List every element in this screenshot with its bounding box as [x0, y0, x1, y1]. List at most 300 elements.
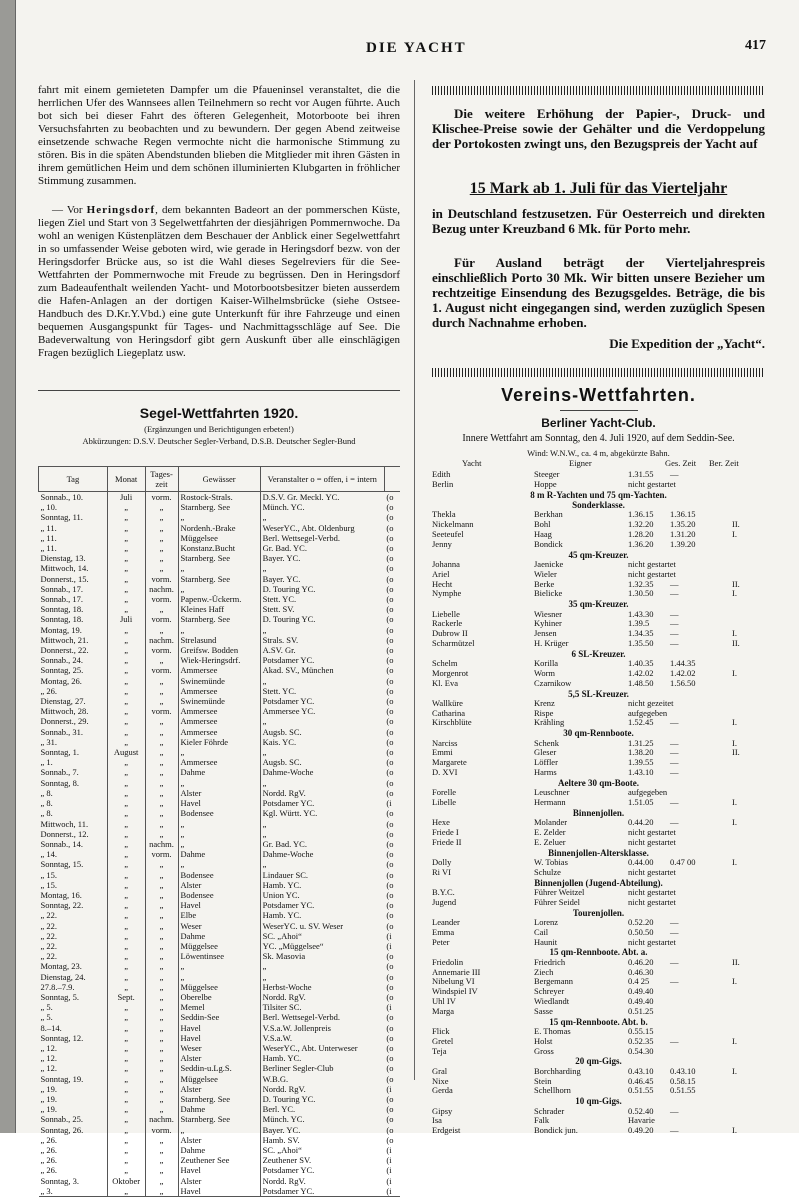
result-cell: — — [670, 637, 679, 648]
schedule-cell: D.S.V. Gr. Meckl. YC. — [260, 492, 384, 503]
schedule-cell: „ — [145, 686, 178, 696]
schedule-cell: Havel — [178, 1186, 260, 1197]
schedule-cell: (o — [386, 634, 394, 645]
schedule-cell: „ — [107, 767, 145, 777]
schedule-cell: Dienstag, 13. — [40, 553, 86, 564]
wind-note: Wind: W.N.W., ca. 4 m, abgekürzte Bahn. — [527, 448, 670, 458]
schedule-cell: Bayer. YC. — [260, 553, 384, 563]
result-cell: Morgenrot — [432, 667, 469, 678]
schedule-row — [39, 910, 401, 920]
result-cell: 1.28.20 — [628, 528, 654, 539]
result-cell: 0.55.15 — [628, 1025, 654, 1036]
schedule-cell: Union YC. — [260, 890, 384, 900]
schedule-cell: „ — [260, 961, 384, 971]
schedule-cell: W.B.G. — [260, 1074, 384, 1084]
schedule-cell: „ — [145, 1104, 178, 1114]
schedule-row — [39, 706, 401, 716]
result-cell: Schelm — [432, 658, 458, 669]
schedule-cell: Starnberg. See — [178, 1114, 260, 1124]
schedule-cell: „ — [107, 706, 145, 716]
result-row — [432, 977, 765, 987]
schedule-row — [39, 645, 401, 655]
schedule-cell: (o — [386, 665, 394, 676]
result-row — [432, 540, 765, 550]
result-cell: Gretel — [432, 1035, 454, 1046]
result-cell: Worm — [534, 667, 556, 678]
schedule-cell: „ — [107, 849, 145, 859]
schedule-cell: „ — [107, 1104, 145, 1114]
schedule-cell: nachm. — [145, 839, 178, 849]
schedule-row — [39, 604, 401, 614]
schedule-cell: Stett. YC. — [260, 686, 384, 696]
schedule-cell: „ 19. — [40, 1093, 58, 1104]
top-rule — [432, 86, 765, 95]
result-row — [432, 1126, 765, 1136]
schedule-cell: „ 8. — [40, 787, 53, 798]
result-cell: Narciss — [432, 737, 458, 748]
schedule-cell: Mittwoch, 14. — [40, 563, 89, 574]
schedule-cell: „ — [145, 655, 178, 665]
schedule-cell: „ — [145, 880, 178, 890]
schedule-cell: „ — [178, 859, 260, 869]
section-divider — [38, 390, 400, 391]
schedule-cell: „ — [145, 819, 178, 829]
result-cell: Flick — [432, 1025, 450, 1036]
result-cell: 1.56.50 — [670, 677, 696, 688]
schedule-cell: Montag, 19. — [40, 624, 82, 635]
schedule-cell: „ — [145, 910, 178, 920]
schedule-cell: Starnberg. See — [178, 1094, 260, 1104]
schedule-cell: „ — [260, 829, 384, 839]
schedule-cell: (i — [386, 1165, 392, 1176]
article-paragraph-heringsdorf — [38, 204, 400, 360]
schedule-cell: Montag, 16. — [40, 889, 82, 900]
schedule-cell: „ — [107, 512, 145, 522]
result-cell: I. — [732, 1125, 737, 1136]
result-cell: Nixe — [432, 1075, 449, 1086]
paragraph-lead: — Vor — [52, 204, 87, 216]
schedule-cell: (o — [386, 838, 394, 849]
result-cell: I. — [732, 588, 737, 599]
schedule-cell: „ — [145, 1012, 178, 1022]
result-cell: Kyhiner — [534, 618, 562, 629]
page-binding-edge — [0, 0, 16, 1133]
result-cell: 1.31.20 — [670, 528, 696, 539]
schedule-cell: „ — [145, 502, 178, 512]
schedule-cell: „ — [107, 635, 145, 645]
schedule-cell: „ — [107, 1165, 145, 1175]
schedule-cell: (o — [386, 522, 394, 533]
result-cell: Hermann — [534, 797, 566, 808]
result-cell: nicht gestartet — [628, 896, 676, 907]
result-row — [432, 1067, 765, 1077]
schedule-cell: Potsdamer YC. — [260, 1186, 384, 1197]
result-cell: Schreyer — [534, 986, 565, 997]
result-cell: 1.31.25 — [628, 737, 654, 748]
result-cell: 0.46.20 — [628, 956, 654, 967]
result-cell: Wiedlandt — [534, 995, 570, 1006]
schedule-row — [39, 931, 401, 941]
schedule-cell: „ — [145, 961, 178, 971]
schedule-cell: „ — [107, 533, 145, 543]
result-row — [432, 679, 765, 689]
schedule-cell: „ — [107, 1033, 145, 1043]
schedule-cell: Berl. YC. — [260, 1104, 384, 1114]
class-heading: 15 qm-Rennboote. Abt. b. — [549, 1016, 648, 1027]
result-cell: Schenk — [534, 737, 560, 748]
result-cell: Uhl IV — [432, 995, 456, 1006]
schedule-cell: (i — [386, 1155, 392, 1166]
schedule-cell: (o — [386, 716, 394, 727]
schedule-row — [39, 982, 401, 992]
schedule-cell: Donnerst., 29. — [40, 716, 89, 727]
schedule-row — [39, 492, 401, 503]
schedule-cell: „ — [260, 747, 384, 757]
result-cell: Teja — [432, 1045, 447, 1056]
schedule-row — [39, 1155, 401, 1165]
schedule-row — [39, 553, 401, 563]
schedule-cell: „ — [145, 900, 178, 910]
result-cell: 1.42.02 — [628, 667, 654, 678]
schedule-cell: Nordd. RgV. — [260, 992, 384, 1002]
schedule-cell: „ 11. — [40, 532, 57, 543]
schedule-cell: Berliner Segler-Club — [260, 1063, 384, 1073]
schedule-cell: „ — [178, 961, 260, 971]
schedule-cell: Dahme — [178, 767, 260, 777]
result-cell: I. — [732, 857, 737, 868]
schedule-cell: „ — [107, 1012, 145, 1022]
schedule-cell: Ammersee — [178, 665, 260, 675]
schedule-cell: „ — [145, 992, 178, 1002]
schedule-cell: „ — [178, 625, 260, 635]
schedule-row — [39, 870, 401, 880]
schedule-cell: vorm. — [145, 614, 178, 624]
schedule-cell: Donnerst., 15. — [40, 573, 89, 584]
result-cell: nicht gestartet — [628, 936, 676, 947]
result-cell: 1.38.20 — [628, 747, 654, 758]
schedule-cell: Strelasund — [178, 635, 260, 645]
schedule-row — [39, 737, 401, 747]
schedule-col-header: Gewässer — [178, 467, 260, 492]
result-cell: D. XVI — [432, 767, 458, 778]
result-cell: Cail — [534, 926, 549, 937]
result-cell: Friedrich — [534, 956, 566, 967]
schedule-cell: „ — [107, 727, 145, 737]
schedule-row — [39, 1165, 401, 1175]
schedule-cell: „ — [107, 563, 145, 573]
schedule-cell: (o — [386, 543, 394, 554]
schedule-cell: Sonnab., 24. — [40, 655, 83, 666]
schedule-cell: „ — [145, 625, 178, 635]
schedule-row — [39, 808, 401, 818]
result-cell: 0.44.20 — [628, 817, 654, 828]
schedule-cell: Strals. SV. — [260, 635, 384, 645]
schedule-cell: (o — [386, 828, 394, 839]
schedule-cell: „ — [107, 737, 145, 747]
schedule-row — [39, 1084, 401, 1094]
result-cell: 1.51.05 — [628, 797, 654, 808]
schedule-cell: Sonntag, 8. — [40, 777, 79, 788]
schedule-cell: „ — [107, 859, 145, 869]
schedule-cell: Montag, 26. — [40, 675, 82, 686]
schedule-row — [39, 778, 401, 788]
result-cell: Jenny — [432, 538, 452, 549]
result-row — [432, 659, 765, 669]
schedule-cell: Sonntag, 25. — [40, 665, 84, 676]
result-cell: 0.4 25 — [628, 976, 650, 987]
result-cell: Friede I — [432, 827, 459, 838]
schedule-cell: „ — [107, 574, 145, 584]
result-cell: Margarete — [432, 757, 467, 768]
result-cell: — — [670, 1105, 679, 1116]
schedule-cell: „ — [107, 788, 145, 798]
schedule-cell: Ammersee — [178, 716, 260, 726]
class-heading: 10 qm-Gigs. — [575, 1096, 622, 1107]
schedule-cell: WeserYC. u. SV. Weser — [260, 921, 384, 931]
schedule-cell: „ — [145, 921, 178, 931]
result-cell: 1.30.50 — [628, 588, 654, 599]
schedule-row — [39, 1043, 401, 1053]
schedule-cell: „ — [145, 890, 178, 900]
schedule-row — [39, 655, 401, 665]
notice-bottom-rule — [432, 368, 765, 377]
result-cell: Gral — [432, 1065, 448, 1076]
schedule-cell: Weser — [178, 1043, 260, 1053]
race-description: Innere Wettfahrt am Sonntag, den 4. Juli 1920, auf dem Seddin-See. — [462, 433, 735, 444]
result-cell: I. — [732, 1035, 737, 1046]
schedule-cell: „ — [145, 696, 178, 706]
result-cell: 0.49.40 — [628, 986, 654, 997]
schedule-cell: Memel — [178, 1002, 260, 1012]
schedule-cell: Starnberg. See — [178, 502, 260, 512]
schedule-cell: Dahme — [178, 849, 260, 859]
schedule-row — [39, 1176, 401, 1186]
result-cell: 0.46.45 — [628, 1075, 654, 1086]
schedule-cell: (o — [386, 726, 394, 737]
result-cell: I. — [732, 976, 737, 987]
schedule-cell: Sonntag, 15. — [40, 859, 84, 870]
schedule-col-header: Monat — [107, 467, 145, 492]
result-cell: Löffler — [534, 757, 558, 768]
schedule-cell: Sept. — [107, 992, 145, 1002]
schedule-cell: „ — [178, 839, 260, 849]
schedule-cell: (o — [386, 1114, 394, 1125]
schedule-cell: „ — [145, 604, 178, 614]
schedule-cell: YC. „Müggelsee“ — [260, 941, 384, 951]
class-heading: 6 SL-Kreuzer. — [571, 648, 626, 659]
schedule-cell: (o — [386, 951, 394, 962]
result-cell: 0.43.10 — [670, 1065, 696, 1076]
schedule-cell: Wiek-Heringsdrf. — [178, 655, 260, 665]
result-row — [432, 699, 765, 709]
result-cell: Hoppe — [534, 478, 557, 489]
result-cell: Erdgeist — [432, 1125, 461, 1136]
schedule-cell: „ — [107, 757, 145, 767]
result-row — [432, 610, 765, 620]
schedule-cell: Nordd. RgV. — [260, 1176, 384, 1186]
result-row — [432, 997, 765, 1007]
short-divider — [560, 410, 638, 411]
schedule-cell: „ — [145, 747, 178, 757]
schedule-row — [39, 900, 401, 910]
schedule-cell: (o — [386, 1012, 394, 1023]
schedule-cell: Sonntag, 3. — [40, 1175, 79, 1186]
schedule-cell: „ — [107, 655, 145, 665]
schedule-cell: „ — [145, 533, 178, 543]
result-cell: Lorenz — [534, 916, 559, 927]
result-cell: Rackerle — [432, 618, 463, 629]
schedule-row — [39, 696, 401, 706]
result-row — [432, 589, 765, 599]
schedule-row — [39, 1002, 401, 1012]
schedule-cell: „ — [145, 982, 178, 992]
class-heading: 8 m R-Yachten und 75 qm-Yachten. — [530, 489, 667, 500]
schedule-cell: „ — [107, 1135, 145, 1145]
class-heading: Binnenjollen (Jugend-Abteilung). — [534, 877, 663, 888]
schedule-cell: „ — [145, 798, 178, 808]
schedule-row — [39, 716, 401, 726]
schedule-cell: „ — [145, 808, 178, 818]
result-cell: Falk — [534, 1115, 550, 1126]
schedule-cell: (o — [386, 991, 394, 1002]
result-cell: 1.39.5 — [628, 618, 650, 629]
schedule-cell: Potsdamer YC. — [260, 1165, 384, 1175]
result-cell: Haunit — [534, 936, 558, 947]
result-cell: 0.46.30 — [628, 966, 654, 977]
schedule-cell: Dahme — [178, 1104, 260, 1114]
schedule-cell: „ — [107, 798, 145, 808]
result-cell: nicht gestartet — [628, 836, 676, 847]
schedule-cell: nachm. — [145, 635, 178, 645]
schedule-cell: Kieler Föhrde — [178, 737, 260, 747]
schedule-row — [39, 533, 401, 543]
result-row — [432, 530, 765, 540]
result-row — [432, 1037, 765, 1047]
schedule-cell: „ — [260, 778, 384, 788]
result-cell: I. — [732, 737, 737, 748]
class-heading: Aeltere 30 qm-Boote. — [557, 777, 640, 788]
schedule-row — [39, 747, 401, 757]
result-cell: Führer Seidel — [534, 896, 581, 907]
result-cell: 1.40.35 — [628, 658, 654, 669]
result-cell: E. Zeluer — [534, 836, 566, 847]
result-cell: Libelle — [432, 797, 457, 808]
schedule-cell: (o — [386, 675, 394, 686]
schedule-col-header — [384, 467, 400, 492]
schedule-cell: „ — [260, 625, 384, 635]
schedule-cell: „ — [107, 808, 145, 818]
schedule-cell: Sonntag, 18. — [40, 614, 84, 625]
schedule-col-header: Veranstalter o = offen, i = intern — [260, 467, 384, 492]
result-cell: Haag — [534, 528, 552, 539]
result-cell: Ariel — [432, 568, 450, 579]
schedule-cell: Dahme-Woche — [260, 767, 384, 777]
result-row — [432, 619, 765, 629]
schedule-cell: Donnerst., 22. — [40, 645, 89, 656]
schedule-cell: (o — [386, 553, 394, 564]
result-cell: Gipsy — [432, 1105, 453, 1116]
result-cell: Catharina — [432, 707, 466, 718]
result-cell: Hecht — [432, 578, 453, 589]
schedule-cell: Oktober — [107, 1176, 145, 1186]
result-cell: Krenz — [534, 697, 555, 708]
header-yacht: Yacht — [462, 458, 482, 468]
schedule-cell: „ 19. — [40, 1083, 58, 1094]
schedule-cell: „ — [107, 1023, 145, 1033]
schedule-cell: Bodensee — [178, 890, 260, 900]
schedule-cell: (o — [386, 492, 394, 502]
schedule-row — [39, 829, 401, 839]
result-cell: Windspiel IV — [432, 986, 478, 997]
schedule-cell: (o — [386, 777, 394, 788]
schedule-cell: (o — [386, 1093, 394, 1104]
result-cell: 1.48.50 — [628, 677, 654, 688]
result-cell: 1.32.20 — [628, 519, 654, 530]
schedule-cell: „ 1. — [40, 757, 53, 768]
result-cell: 0.44.00 — [628, 857, 654, 868]
schedule-cell: Potsdamer YC. — [260, 655, 384, 665]
schedule-cell: „ — [178, 819, 260, 829]
schedule-cell: „ — [145, 737, 178, 747]
result-row — [432, 580, 765, 590]
schedule-cell: V.S.a.W. Jollenpreis — [260, 1023, 384, 1033]
result-cell: Scharmützel — [432, 637, 475, 648]
schedule-cell: „ — [107, 645, 145, 655]
schedule-row — [39, 951, 401, 961]
schedule-cell: „ 8. — [40, 798, 53, 809]
schedule-cell: „ — [145, 829, 178, 839]
schedule-cell: „ — [107, 1053, 145, 1063]
schedule-cell: „ 26. — [40, 1155, 58, 1166]
result-cell: H. Krüger — [534, 637, 569, 648]
result-cell: Czarnikow — [534, 677, 572, 688]
schedule-cell: „ — [107, 594, 145, 604]
schedule-col-header: Tages-zeit — [145, 467, 178, 492]
schedule-cell: Starnberg. See — [178, 574, 260, 584]
schedule-cell: (o — [386, 767, 394, 778]
schedule-cell: Gr. Bad. YC. — [260, 839, 384, 849]
schedule-cell: (o — [386, 685, 394, 696]
result-cell: Havarie — [628, 1115, 655, 1126]
notice-abroad: Für Ausland beträgt der Vierteljahrespreis einschließlich Porto 30 Mk. Wir bitten unsere Bezieher um rechtzeitige Einsendung des Bezugsgeldes. Beträge, die bis 1. August nicht eingegangen sind, werden zuzüglich Spesen durch Nachnahme erhoben. — [432, 255, 765, 330]
schedule-cell: (o — [386, 981, 394, 992]
schedule-cell: Ammersee YC. — [260, 706, 384, 716]
schedule-cell: (o — [386, 706, 394, 717]
schedule-cell: „ — [145, 727, 178, 737]
schedule-row — [39, 614, 401, 624]
article-paragraph-wannsee: fahrt mit einem gemieteten Dampfer um die Pfaueninsel veranstaltet, die die herrlichen Ufer des Wannsees allen Teilnehmern so recht vor Augen führte. Auch bot sich bei dieser Fahrt des öfteren Gelegenheit, Motorboote bei ihren Versuchsfahrten zu beobachten und zu bewundern. Der gegen Abend zeitweise einsetzende schwache Regen vermochte nicht die harmonische Stimmung zu stören. Bis in die späten Abendstunden blieben die Mitglieder mit ihren Gästen in ihrem gemütlichen Heim und dem schönen illuminierten Klubgarten in fröhlicher Stimmung zusammen. — [38, 84, 400, 187]
result-row — [432, 918, 765, 928]
result-cell: nicht gezeitet — [628, 697, 674, 708]
schedule-cell: „ 22. — [40, 910, 58, 921]
schedule-cell: „ 14. — [40, 849, 58, 860]
schedule-cell: Alster — [178, 1084, 260, 1094]
schedule-cell: „ — [145, 941, 178, 951]
schedule-cell: Sonntag, 26. — [40, 1124, 84, 1135]
schedule-cell: „ — [145, 1176, 178, 1186]
result-cell: 0.49.20 — [628, 1125, 654, 1136]
schedule-cell: Nordd. RgV. — [260, 788, 384, 798]
schedule-row — [39, 1104, 401, 1114]
schedule-cell: Juli — [107, 614, 145, 624]
result-row — [432, 669, 765, 679]
schedule-row — [39, 1145, 401, 1155]
schedule-cell: „ — [145, 563, 178, 573]
schedule-cell: „ — [260, 512, 384, 522]
schedule-cell: Berl. Wettsegel-Verbd. — [260, 533, 384, 543]
schedule-cell: WeserYC., Abt. Oldenburg — [260, 523, 384, 533]
result-cell: Bondick jun. — [534, 1125, 578, 1136]
